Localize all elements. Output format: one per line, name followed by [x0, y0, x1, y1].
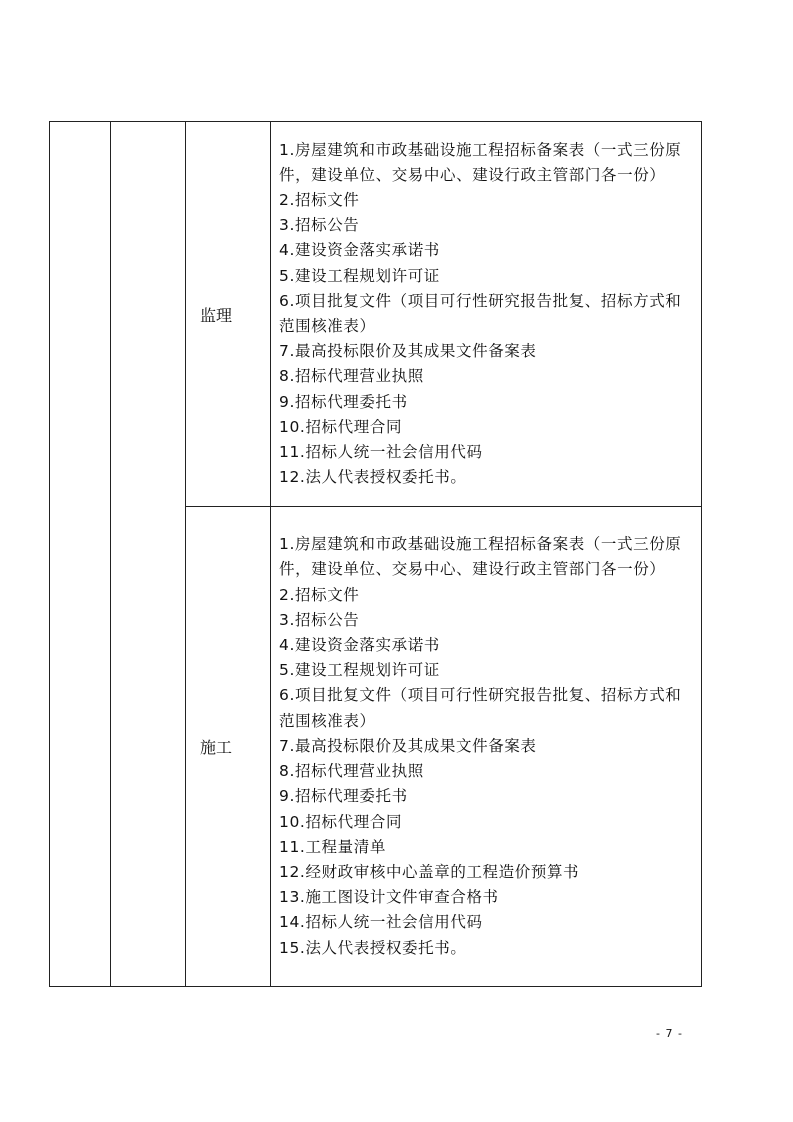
category-cell-jianli — [186, 122, 271, 507]
items-cell-jianli — [271, 122, 702, 507]
list-item: 12.法人代表授权委托书。 — [279, 468, 467, 487]
list-item: 2.招标文件 — [279, 190, 360, 209]
list-item: 6.项目批复文件（项目可行性研究报告批复、招标方式和范围核准表） — [279, 686, 682, 730]
requirements-table — [49, 121, 702, 987]
list-item: 7.最高投标限价及其成果文件备案表 — [279, 342, 537, 361]
list-item: 10.招标代理合同 — [279, 417, 403, 436]
list-item: 4.建设资金落实承诺书 — [279, 636, 440, 655]
list-item: 3.招标公告 — [279, 216, 360, 235]
list-item: 9.招标代理委托书 — [279, 787, 408, 806]
list-item: 8.招标代理营业执照 — [279, 762, 424, 781]
list-item: 8.招标代理营业执照 — [279, 367, 424, 386]
category-label: 施工 — [199, 738, 232, 757]
table-row-jianli — [50, 122, 702, 507]
items-cell-shigong — [271, 507, 702, 987]
list-item: 11.招标人统一社会信用代码 — [279, 443, 483, 462]
list-item: 6.项目批复文件（项目可行性研究报告批复、招标方式和范围核准表） — [279, 291, 682, 335]
category-cell-shigong — [186, 507, 271, 987]
page-number: - 7 - — [656, 1027, 683, 1040]
empty-cell-col2 — [111, 122, 186, 987]
list-item: 10.招标代理合同 — [279, 812, 403, 831]
list-item: 1.房屋建筑和市政基础设施工程招标备案表（一式三份原件，建设单位、交易中心、建设行政主管部门各一份） — [279, 140, 682, 184]
list-item: 3.招标公告 — [279, 610, 360, 629]
list-item: 5.建设工程规划许可证 — [279, 266, 440, 285]
list-item: 12.经财政审核中心盖章的工程造价预算书 — [279, 862, 580, 881]
list-item: 7.最高投标限价及其成果文件备案表 — [279, 736, 537, 755]
list-item: 2.招标文件 — [279, 585, 360, 604]
list-item: 5.建设工程规划许可证 — [279, 661, 440, 680]
list-item: 15.法人代表授权委托书。 — [279, 938, 467, 957]
list-item: 11.工程量清单 — [279, 837, 386, 856]
list-item: 4.建设资金落实承诺书 — [279, 241, 440, 260]
list-item: 9.招标代理委托书 — [279, 392, 408, 411]
empty-cell-col1 — [50, 122, 111, 987]
list-item: 13.施工图设计文件审查合格书 — [279, 888, 499, 907]
list-item: 14.招标人统一社会信用代码 — [279, 913, 483, 932]
category-label: 监理 — [199, 305, 232, 325]
list-item: 1.房屋建筑和市政基础设施工程招标备案表（一式三份原件，建设单位、交易中心、建设行政主管部门各一份） — [279, 535, 682, 579]
